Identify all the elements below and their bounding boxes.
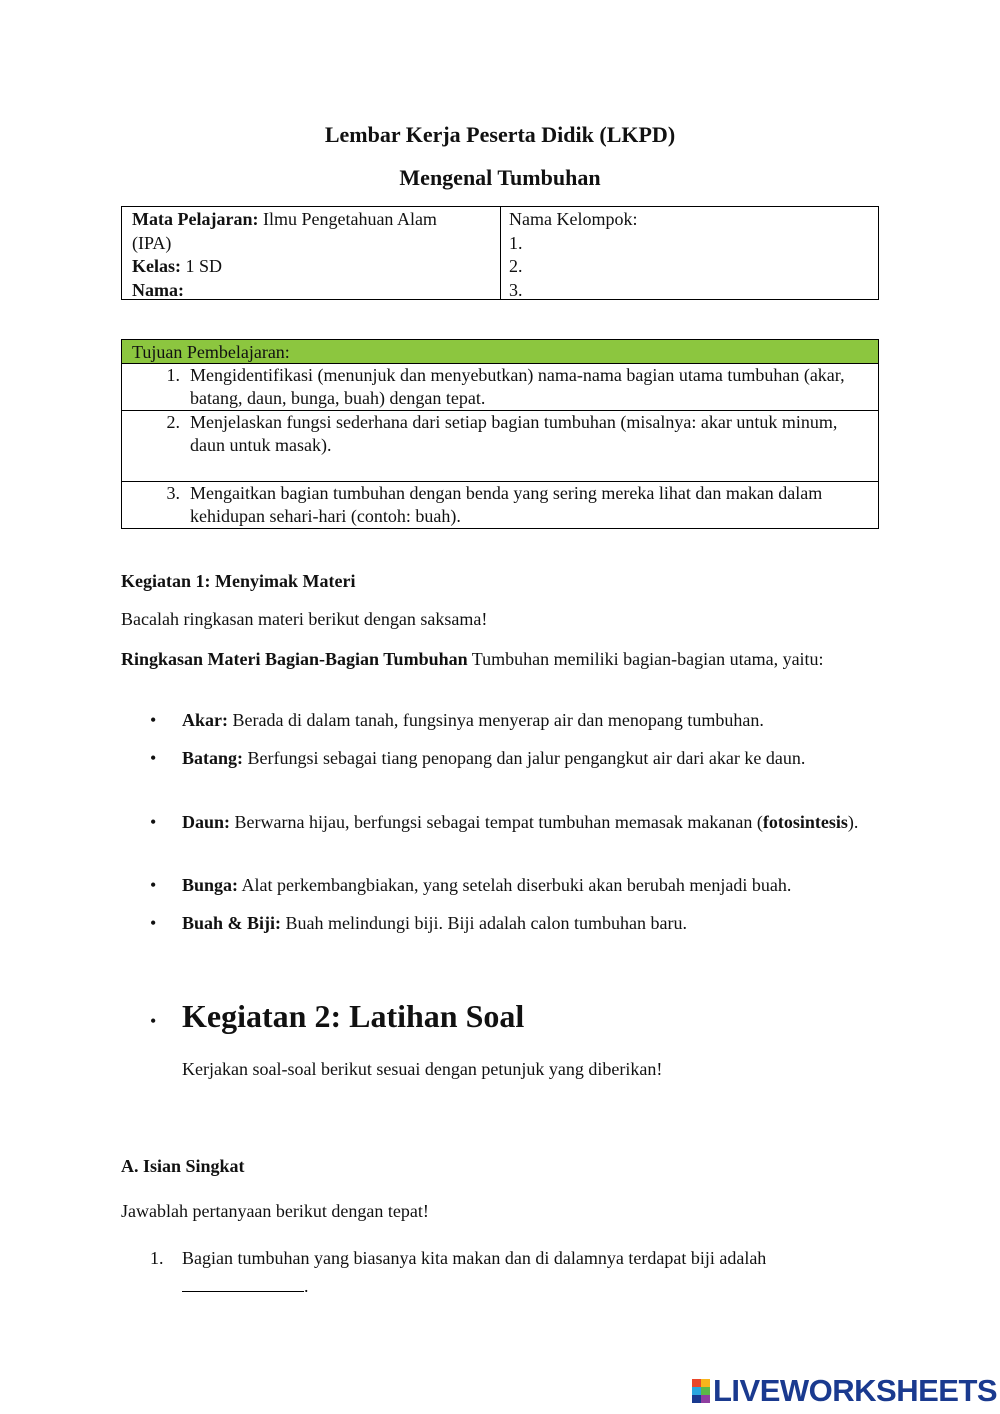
subject-value: Ilmu Pengetahuan Alam bbox=[262, 209, 437, 229]
objective-number: 1. bbox=[166, 365, 180, 385]
part-text: Berfungsi sebagai tiang penopang dan jalur pengangkut air dari akar ke daun. bbox=[243, 748, 806, 768]
part-text: Alat perkembangbiakan, yang setelah diserbuki akan berubah menjadi buah. bbox=[238, 875, 792, 895]
part-text: Buah melindungi biji. Biji adalah calon tumbuhan baru. bbox=[281, 913, 687, 933]
part-label: Akar: bbox=[182, 710, 228, 730]
question-text: Bagian tumbuhan yang biasanya kita makan dan di dalamnya terdapat biji adalah bbox=[182, 1248, 767, 1268]
question-number: 1. bbox=[150, 1248, 164, 1268]
info-left-cell bbox=[122, 207, 501, 299]
activity2-heading: Kegiatan 2: Latihan Soal bbox=[182, 998, 525, 1034]
subject-label: Mata Pelajaran: bbox=[132, 209, 259, 229]
section-a-heading: A. Isian Singkat bbox=[121, 1156, 245, 1176]
objective-row bbox=[122, 482, 878, 528]
subject-value-cont: (IPA) bbox=[132, 232, 172, 253]
liveworksheets-logo bbox=[692, 1373, 998, 1408]
activity1-heading: Kegiatan 1: Menyimak Materi bbox=[121, 571, 356, 591]
bullet-icon: • bbox=[150, 913, 157, 933]
summary-text: Tumbuhan memiliki bagian-bagian utama, yaitu: bbox=[467, 649, 824, 669]
bullet-icon: • bbox=[150, 748, 157, 768]
activity2-instruction: Kerjakan soal-soal berikut sesuai dengan petunjuk yang diberikan! bbox=[182, 1059, 663, 1079]
part-text: Berwarna hijau, berfungsi sebagai tempat tumbuhan memasak makanan ( bbox=[230, 812, 763, 832]
part-label: Daun: bbox=[182, 812, 231, 832]
summary-title: Ringkasan Materi Bagian-Bagian Tumbuhan bbox=[121, 649, 468, 669]
part-label: Bunga: bbox=[182, 875, 239, 895]
group-label: Nama Kelompok: bbox=[509, 209, 638, 229]
part-label: Buah & Biji: bbox=[182, 913, 282, 933]
answer-blank[interactable] bbox=[182, 1271, 304, 1292]
group-item[interactable]: 1. bbox=[509, 232, 523, 253]
part-bold-term: fotosintesis bbox=[762, 812, 848, 832]
section-a-instruction: Jawablah pertanyaan berikut dengan tepat! bbox=[121, 1201, 429, 1221]
group-item[interactable]: 3. bbox=[509, 279, 523, 300]
objective-text: Menjelaskan fungsi sederhana dari setiap bagian tumbuhan (misalnya: akar untuk minum, daun untuk masak). bbox=[190, 412, 838, 455]
info-right-cell bbox=[501, 207, 878, 299]
class-value: 1 SD bbox=[185, 256, 223, 276]
objective-number: 3. bbox=[166, 483, 180, 503]
bullet-icon: • bbox=[150, 875, 157, 895]
page-title: Lembar Kerja Peserta Didik (LKPD) bbox=[324, 122, 676, 147]
part-label: Batang: bbox=[182, 748, 244, 768]
objective-text: Mengaitkan bagian tumbuhan dengan benda yang sering mereka lihat dan makan dalam kehidupan sehari-hari (contoh: buah). bbox=[190, 483, 823, 526]
logo-grid-icon bbox=[692, 1379, 710, 1403]
objectives-heading: Tujuan Pembelajaran: bbox=[122, 340, 878, 364]
activity1-instruction: Bacalah ringkasan materi berikut dengan saksama! bbox=[121, 609, 488, 629]
bullet-icon: • bbox=[150, 710, 157, 730]
part-text: Berada di dalam tanah, fungsinya menyerap air dan menopang tumbuhan. bbox=[228, 710, 764, 730]
objective-number: 2. bbox=[166, 412, 180, 432]
bullet-icon: • bbox=[150, 1011, 157, 1031]
question-item bbox=[182, 1246, 872, 1299]
logo-text: LIVEWORKSHEETS bbox=[713, 1373, 998, 1408]
objective-row bbox=[122, 364, 878, 411]
question-suffix: . bbox=[304, 1276, 309, 1296]
part-text-after: ). bbox=[847, 812, 859, 832]
group-item[interactable]: 2. bbox=[509, 256, 523, 276]
objective-text: Mengidentifikasi (menunjuk dan menyebutkan) nama-nama bagian utama tumbuhan (akar, batang, daun, bunga, buah) dengan tepat. bbox=[190, 365, 845, 408]
info-table bbox=[121, 206, 879, 300]
class-label: Kelas: bbox=[132, 256, 181, 276]
page-subtitle: Mengenal Tumbuhan bbox=[399, 165, 601, 190]
objective-row bbox=[122, 411, 878, 482]
bullet-icon: • bbox=[150, 812, 157, 832]
objectives-table bbox=[121, 339, 879, 529]
summary-paragraph bbox=[121, 647, 881, 671]
name-label: Nama: bbox=[132, 279, 184, 300]
